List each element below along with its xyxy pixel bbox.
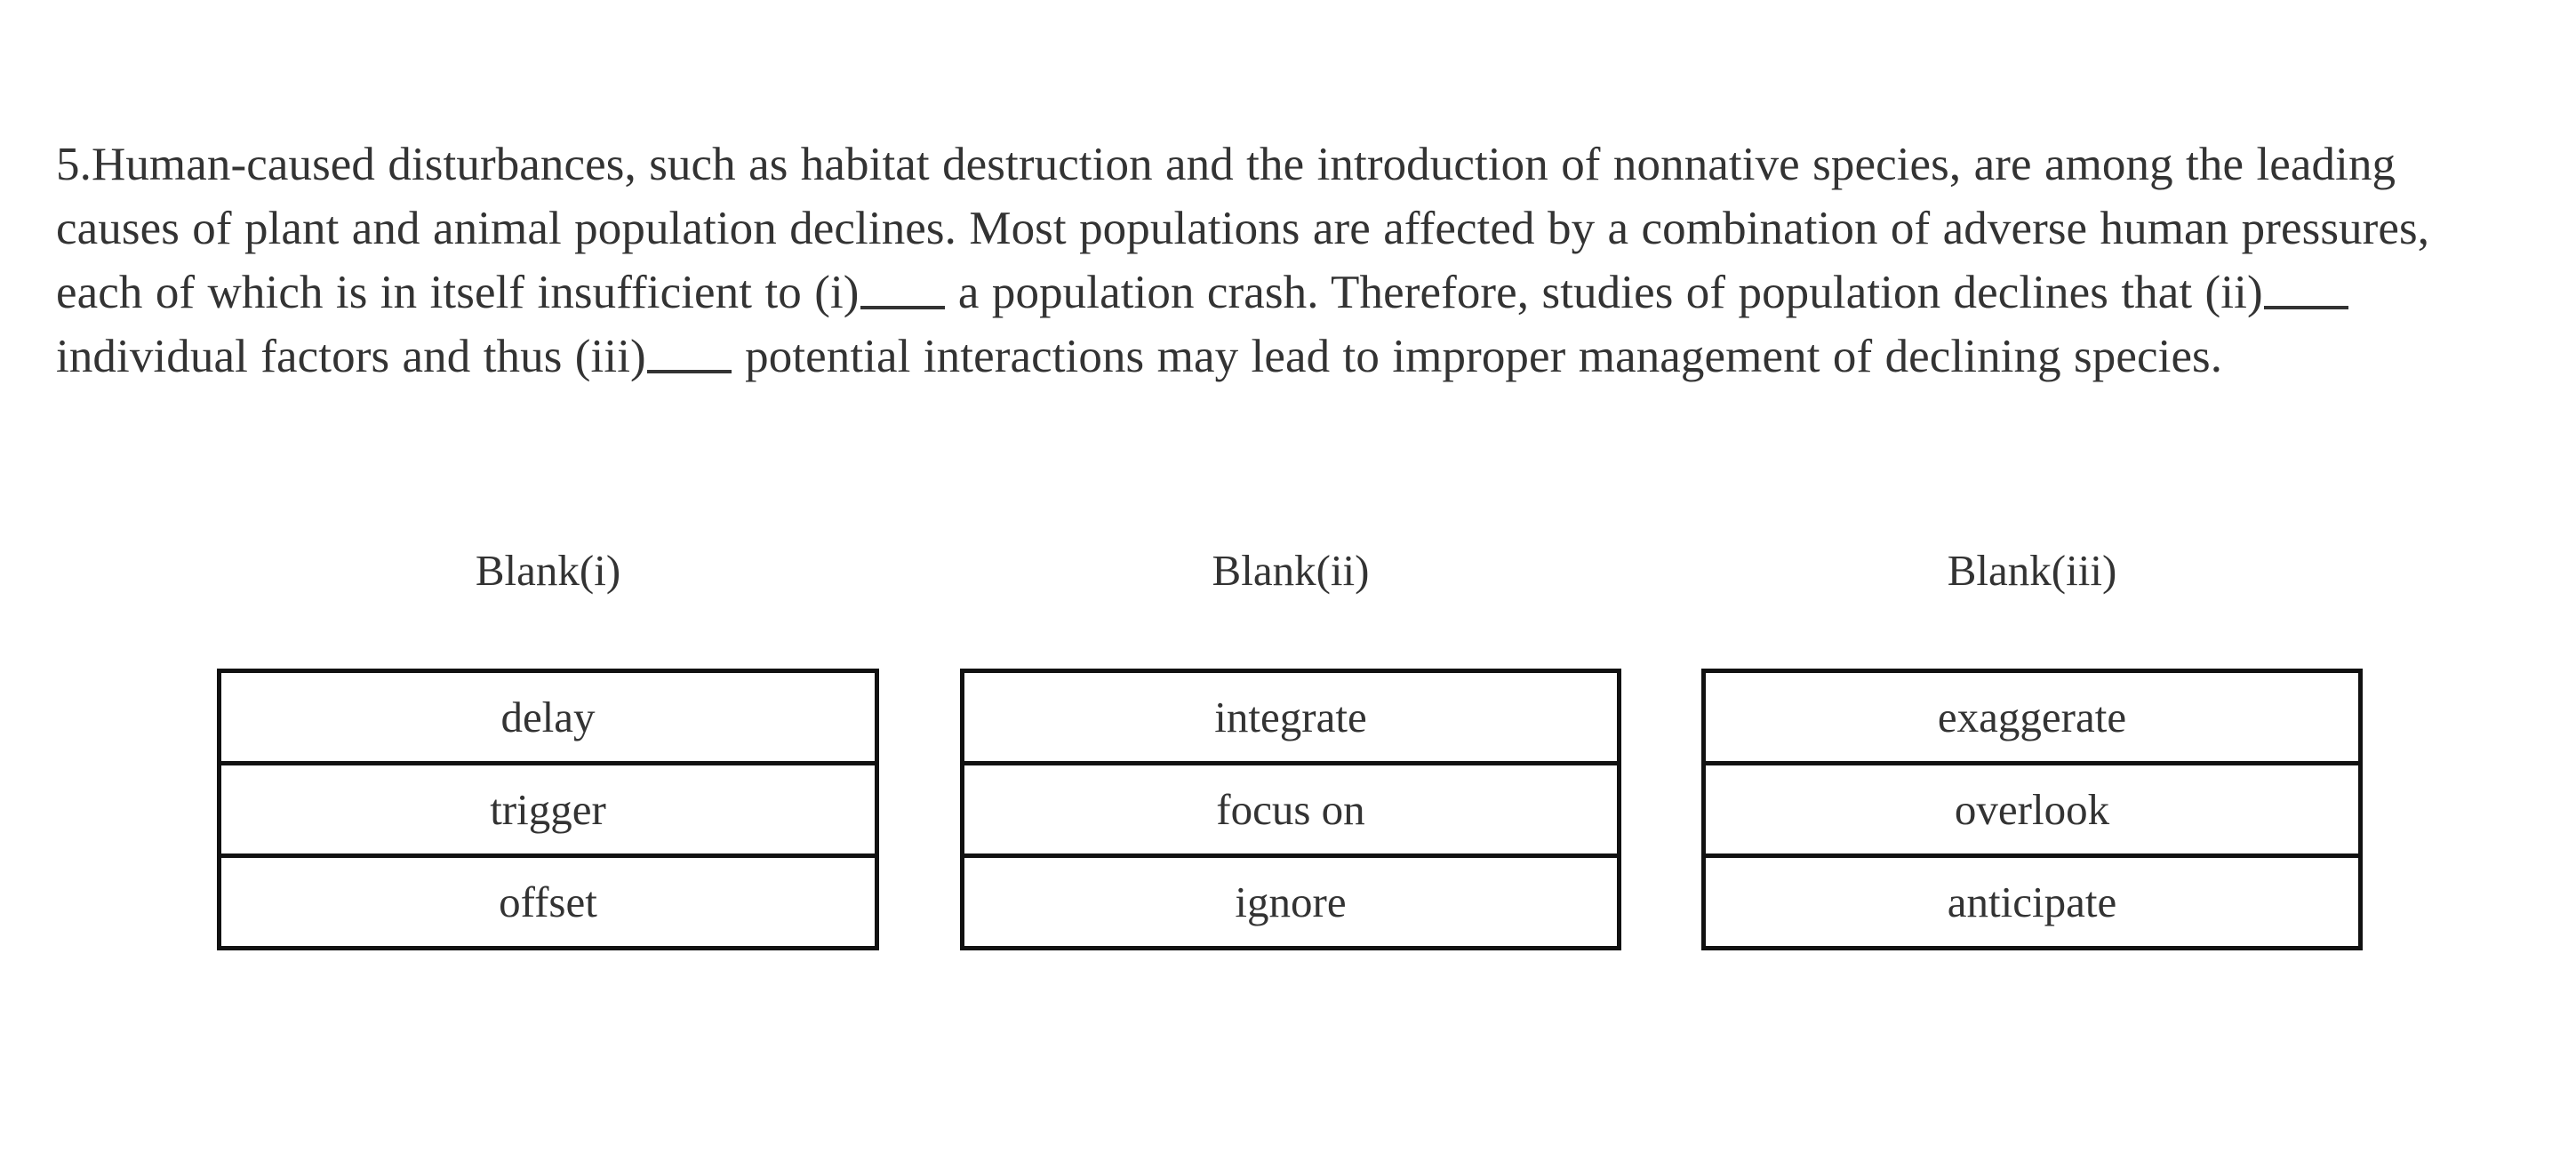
column-header-blank-ii: Blank(ii) [1212,546,1370,595]
choice-option-ii-2[interactable]: focus on [963,764,1620,856]
answer-column-blank-ii [960,544,1621,950]
table-row[interactable] [963,856,1620,949]
column-header-blank-i: Blank(i) [475,546,621,595]
choice-option-i-2[interactable]: trigger [220,764,877,856]
question-segment-1: 5.Human-caused disturbances, such as habitat destruction and the introduction of nonnative species, are among the leading causes of plant and animal population declines. Most populations are affected by a combination of adverse human pressures, each of which is in itself insufficient to (i) [56,139,2430,318]
answer-column-blank-i [217,544,879,950]
blank-rule-i [860,306,945,309]
choice-table-blank-iii [1701,669,2363,950]
choice-table-blank-i [217,669,879,950]
answer-column-blank-iii [1701,544,2363,950]
blank-rule-ii [2264,306,2348,309]
table-row[interactable] [1704,671,2361,764]
choice-option-i-3[interactable]: offset [499,877,597,926]
choice-option-ii-3[interactable]: ignore [1235,877,1347,926]
table-row[interactable] [963,671,1620,764]
choice-option-iii-1[interactable]: exaggerate [1704,671,2361,764]
question-segment-3: individual factors and thus (iii) [56,331,646,382]
choice-option-i-1[interactable]: delay [220,671,877,764]
choice-option-iii-3[interactable]: anticipate [1947,877,2117,926]
table-row[interactable] [220,764,877,856]
answer-choices-area [0,544,2576,962]
table-row[interactable] [220,671,877,764]
column-header-blank-iii: Blank(iii) [1947,546,2117,595]
table-row[interactable] [1704,764,2361,856]
choice-option-ii-1[interactable]: integrate [963,671,1620,764]
question-segment-2: a population crash. Therefore, studies of population declines that (ii) [945,267,2263,318]
choice-table-blank-ii [960,669,1621,950]
choice-option-iii-2[interactable]: overlook [1704,764,2361,856]
question-paragraph [56,132,2509,389]
question-segment-4: potential interactions may lead to improper management of declining species. [732,331,2223,382]
table-row[interactable] [220,856,877,949]
table-row[interactable] [963,764,1620,856]
blank-rule-iii [647,370,732,373]
question-block [56,85,2509,436]
table-row[interactable] [1704,856,2361,949]
